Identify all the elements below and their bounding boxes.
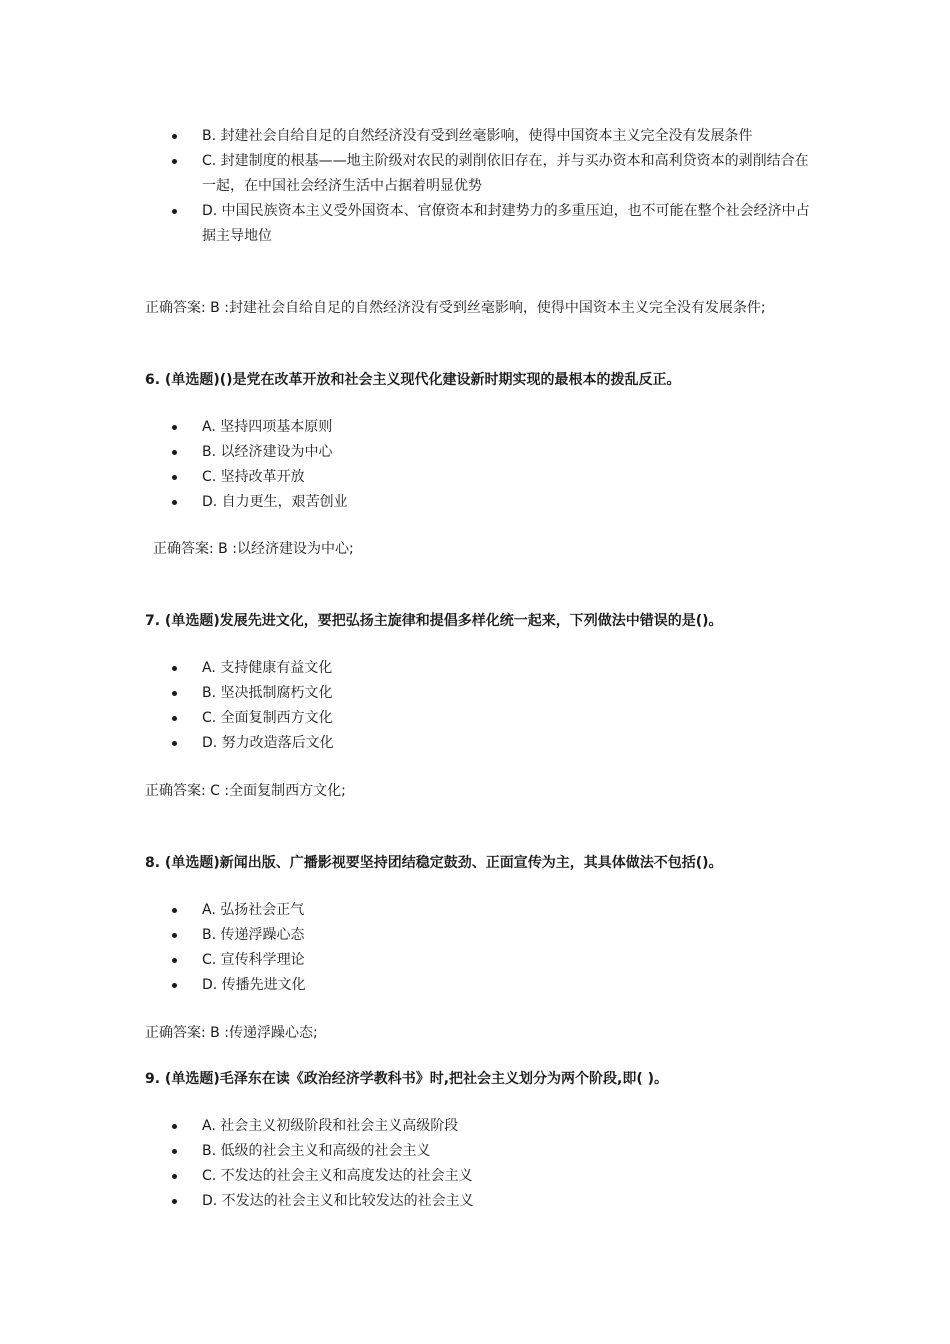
q6-title: 6. (单选题)()是党在改革开放和社会主义现代化建设新时期实现的最根本的拨乱反正。 xyxy=(145,372,681,388)
q9-option-d: D. 不发达的社会主义和比较发达的社会主义 xyxy=(0,1189,950,1214)
q6-answer: 正确答案: B :以经济建设为中心; xyxy=(153,541,354,557)
bullet-icon xyxy=(172,958,177,963)
bullet-icon xyxy=(172,983,177,988)
q6-option-c: C. 坚持改革开放 xyxy=(0,465,950,490)
q7-answer: 正确答案: C :全面复制西方文化; xyxy=(145,783,346,799)
bullet-icon xyxy=(172,1199,177,1204)
q8-option-a: A. 弘扬社会正气 xyxy=(0,898,950,923)
bullet-icon xyxy=(172,134,177,139)
q7-option-b: B. 坚决抵制腐朽文化 xyxy=(0,681,950,706)
q9-title: 9. (单选题)毛泽东在读《政治经济学教科书》时,把社会主义划分为两个阶段,即( )。 xyxy=(145,1071,669,1087)
bullet-icon xyxy=(172,716,177,721)
q7-title: 7. (单选题)发展先进文化，要把弘扬主旋律和提倡多样化统一起来，下列做法中错误的是()。 xyxy=(145,613,723,629)
q8-option-b: B. 传递浮躁心态 xyxy=(0,923,950,948)
bullet-icon xyxy=(172,1124,177,1129)
bullet-icon xyxy=(172,741,177,746)
q5-option-d: D. 中国民族资本主义受外国资本、官僚资本和封建势力的多重压迫，也不可能在整个社会经济中占据主导地位 xyxy=(0,199,950,249)
bullet-icon xyxy=(172,908,177,913)
q9-option-a: A. 社会主义初级阶段和社会主义高级阶段 xyxy=(0,1114,950,1139)
bullet-icon xyxy=(172,691,177,696)
q6-option-a: A. 坚持四项基本原则 xyxy=(0,415,950,440)
bullet-icon xyxy=(172,425,177,430)
bullet-icon xyxy=(172,1149,177,1154)
q5-options xyxy=(0,124,950,249)
q9-options xyxy=(0,1114,950,1214)
q7-option-d: D. 努力改造落后文化 xyxy=(0,731,950,756)
bullet-icon xyxy=(172,933,177,938)
bullet-icon xyxy=(172,1174,177,1179)
q7-options xyxy=(0,656,950,756)
q6-options xyxy=(0,415,950,515)
bullet-icon xyxy=(172,666,177,671)
bullet-icon xyxy=(172,159,177,164)
q5-option-c: C. 封建制度的根基——地主阶级对农民的剥削依旧存在，并与买办资本和高利贷资本的剥削结合在一起，在中国社会经济生活中占据着明显优势 xyxy=(0,149,950,199)
q8-options xyxy=(0,898,950,998)
q8-option-d: D. 传播先进文化 xyxy=(0,973,950,998)
bullet-icon xyxy=(172,475,177,480)
q5-option-b: B. 封建社会自给自足的自然经济没有受到丝毫影响，使得中国资本主义完全没有发展条件 xyxy=(0,124,950,149)
bullet-icon xyxy=(172,450,177,455)
q8-option-c: C. 宣传科学理论 xyxy=(0,948,950,973)
bullet-icon xyxy=(172,500,177,505)
q6-option-b: B. 以经济建设为中心 xyxy=(0,440,950,465)
q7-option-c: C. 全面复制西方文化 xyxy=(0,706,950,731)
bullet-icon xyxy=(172,209,177,214)
q9-option-b: B. 低级的社会主义和高级的社会主义 xyxy=(0,1139,950,1164)
q6-option-d: D. 自力更生，艰苦创业 xyxy=(0,490,950,515)
q5-answer: 正确答案: B :封建社会自给自足的自然经济没有受到丝毫影响，使得中国资本主义完全没有发展条件; xyxy=(145,300,766,316)
q8-answer: 正确答案: B :传递浮躁心态; xyxy=(145,1025,318,1041)
q9-option-c: C. 不发达的社会主义和高度发达的社会主义 xyxy=(0,1164,950,1189)
q8-title: 8. (单选题)新闻出版、广播影视要坚持团结稳定鼓劲、正面宣传为主，其具体做法不包括()。 xyxy=(145,855,723,871)
q7-option-a: A. 支持健康有益文化 xyxy=(0,656,950,681)
